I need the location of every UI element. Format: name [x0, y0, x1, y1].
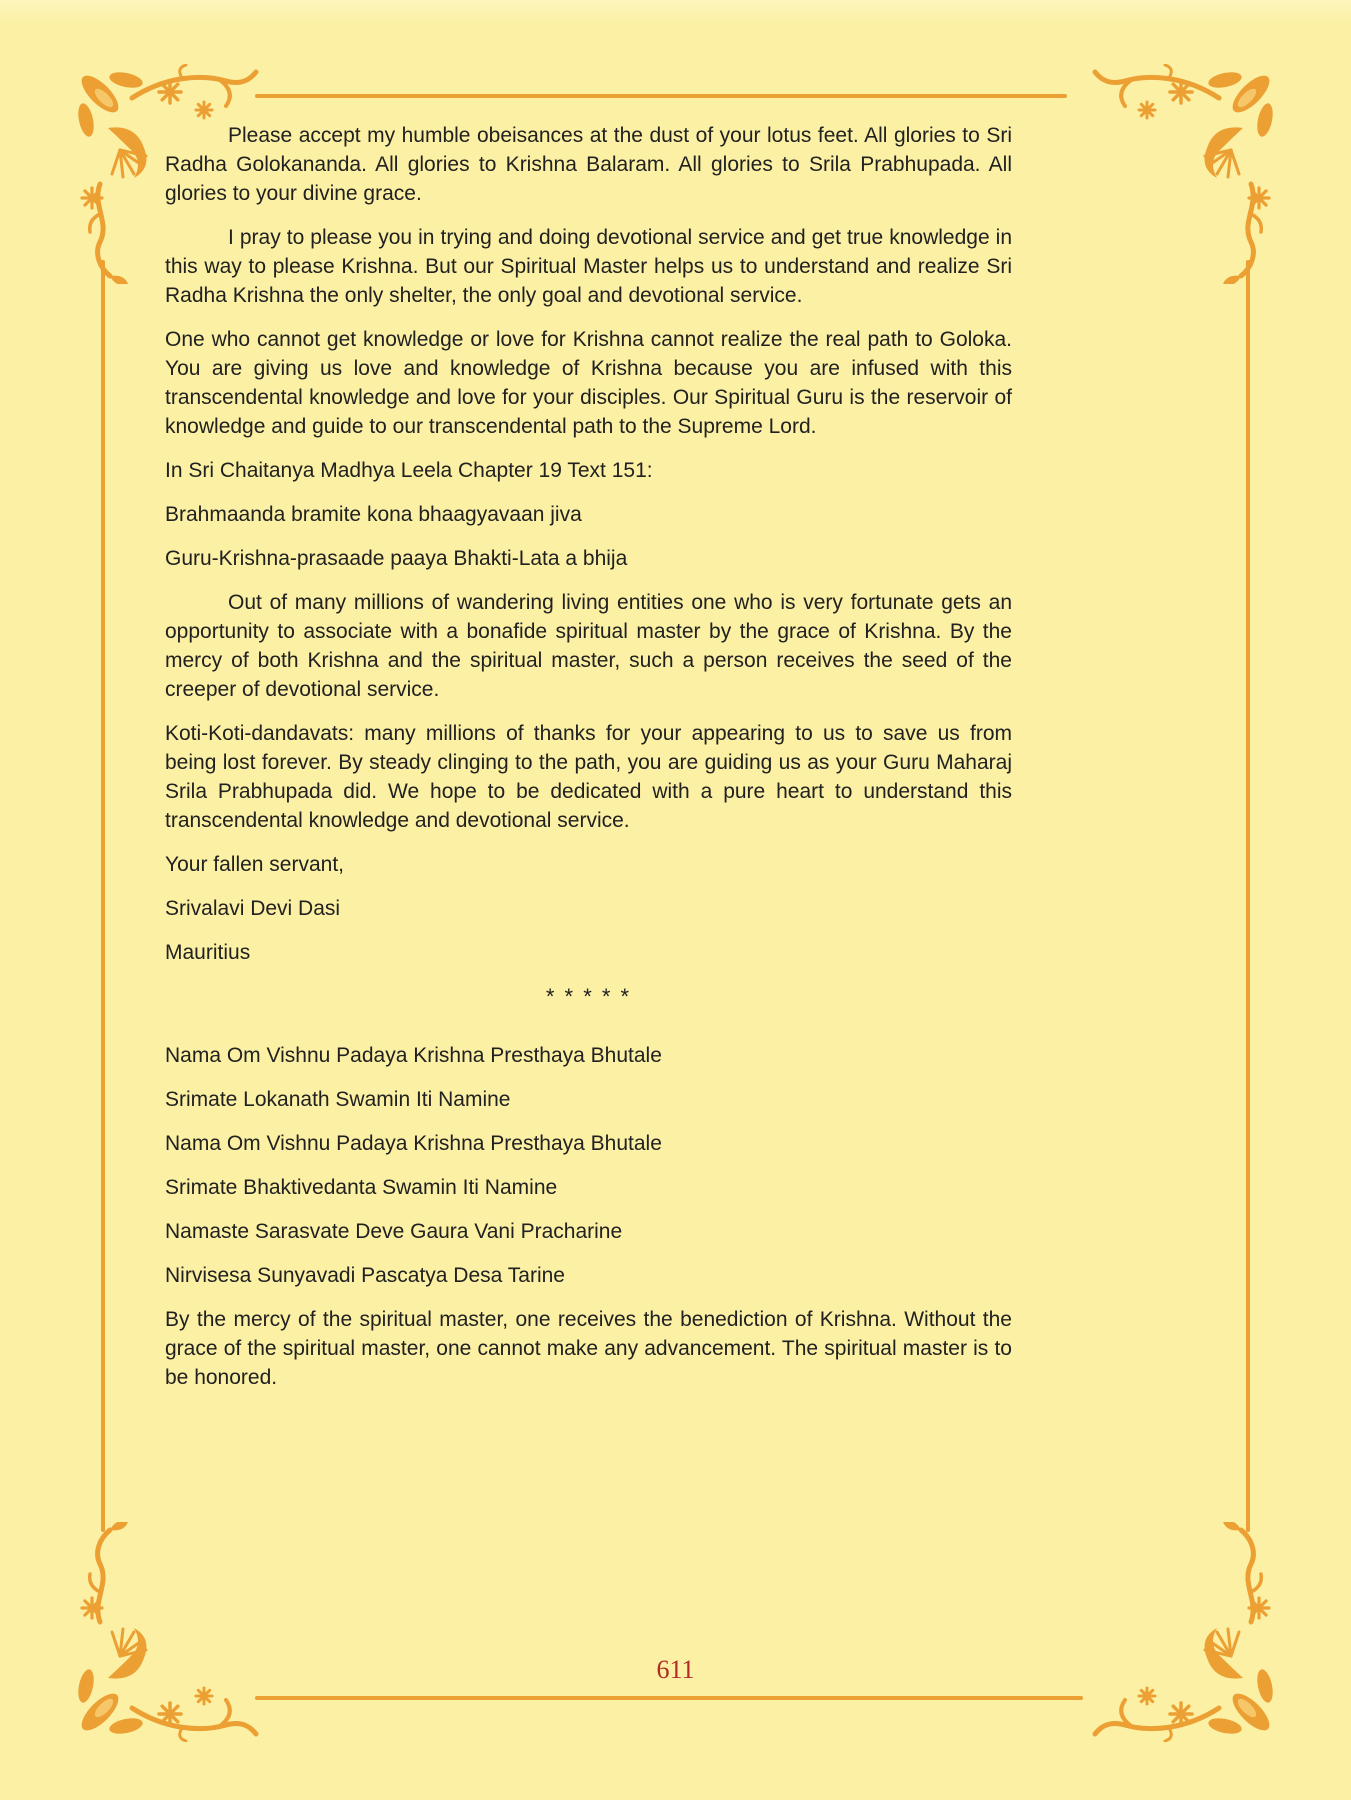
- border-line-bottom: [255, 1696, 1083, 1700]
- border-line-left: [101, 260, 105, 1532]
- para-knowledge-of-krishna: One who cannot get knowledge or love for Krishna cannot realize the real path to Goloka. You are giving us love and knowledge of Krishna because you are infused with this transcendental knowledge and love for your disciples. Our Spiritual Guru is the reservoir of knowledge and guide to our transcendental path to the Supreme Lord.: [165, 328, 1012, 438]
- para-out-of-many-millions: Out of many millions of wandering living entities one who is very fortunate gets an opportunity to associate with a bonafide spiritual master by the grace of Krishna. By the mercy of both Krishna and the spiritual master, such a person receives the seed of the creeper of devotional service.: [165, 591, 1012, 701]
- pranam-mantra-line-4: Srimate Bhaktivedanta Swamin Iti Namine: [165, 1176, 558, 1199]
- pranam-mantra-line-1: Nama Om Vishnu Padaya Krishna Presthaya Bhutale: [165, 1044, 662, 1067]
- floral-corner-ornament-bottom-left: [70, 1522, 260, 1742]
- signoff-name: Srivalavi Devi Dasi: [165, 897, 341, 920]
- signoff-closing: Your fallen servant,: [165, 853, 345, 876]
- para-mercy-of-spiritual-master: By the mercy of the spiritual master, one receives the benediction of Krishna. Without the grace of the spiritual master, one cannot make any advancement. The spiritual master is to be honored.: [165, 1308, 1012, 1389]
- border-line-right: [1246, 260, 1250, 1532]
- signoff-location: Mauritius: [165, 941, 251, 964]
- verse-guru-krishna: Guru-Krishna-prasaade paaya Bhakti-Lata a bhija: [165, 547, 628, 570]
- page-number: 611: [656, 1655, 695, 1684]
- para-obeisances: Please accept my humble obeisances at the dust of your lotus feet. All glories to Sri Radha Golokananda. All glories to Krishna Balaram. All glories to Srila Prabhupada. All glories to your divine grace.: [165, 124, 1012, 205]
- pranam-mantra-line-5: Namaste Sarasvate Deve Gaura Vani Pracharine: [165, 1220, 623, 1243]
- letter-body: [165, 121, 1012, 1407]
- para-koti-koti-dandavats: Koti-Koti-dandavats: many millions of thanks for your appearing to us to save us from being lost forever. By steady clinging to the path, you are guiding us as your Guru Maharaj Srila Prabhupada did. We hope to be dedicated with a pure heart to understand this transcendental knowledge and devotional service.: [165, 722, 1012, 832]
- pranam-mantra-line-3: Nama Om Vishnu Padaya Krishna Presthaya Bhutale: [165, 1132, 662, 1155]
- floral-corner-ornament-bottom-right: [1091, 1522, 1281, 1742]
- asterisk-separator: * * * * *: [545, 984, 632, 1009]
- pranam-mantra-line-6: Nirvisesa Sunyavadi Pascatya Desa Tarine: [165, 1264, 565, 1287]
- para-chaitanya-reference: In Sri Chaitanya Madhya Leela Chapter 19 Text 151:: [165, 459, 653, 482]
- verse-brahmaanda: Brahmaanda bramite kona bhaagyavaan jiva: [165, 503, 582, 526]
- pranam-mantra-line-2: Srimate Lokanath Swamin Iti Namine: [165, 1088, 511, 1111]
- border-line-top: [255, 94, 1067, 98]
- para-prayer: I pray to please you in trying and doing devotional service and get true knowledge in this way to please Krishna. But our Spiritual Master helps us to understand and realize Sri Radha Krishna the only shelter, the only goal and devotional service.: [165, 226, 1012, 307]
- floral-corner-ornament-top-right: [1091, 64, 1281, 284]
